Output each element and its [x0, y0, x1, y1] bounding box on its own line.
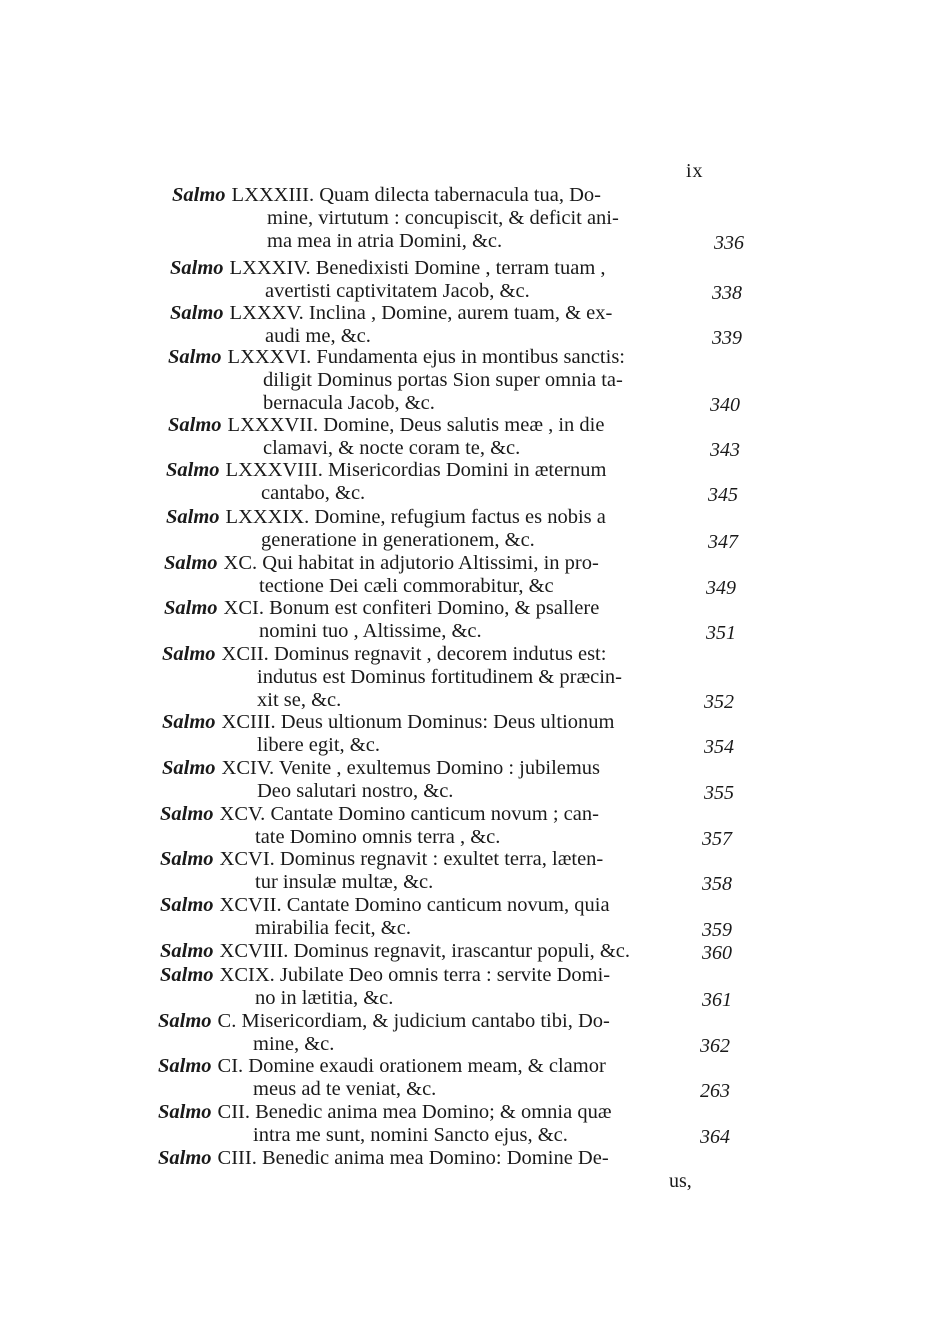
psalm-numeral: CII. [217, 1101, 250, 1123]
entry-line: tur insulæ multæ, &c. [255, 870, 434, 893]
toc-entry [168, 414, 740, 461]
psalm-numeral: XCI. [223, 597, 264, 619]
page-reference: 362 [700, 1034, 730, 1057]
entry-line: cantabo, &c. [261, 481, 366, 504]
entry-line: indutus est Dominus fortitudinem & præcin- [257, 665, 622, 688]
entry-line [160, 894, 680, 917]
toc-entry [172, 184, 744, 254]
entry-line [170, 302, 690, 325]
entry-line: intra me sunt, nomini Sancto ejus, &c. [253, 1123, 568, 1146]
entry-line [158, 1101, 678, 1124]
entry-line [162, 711, 682, 734]
entry-line [158, 1147, 678, 1170]
entry-text: Venite , exultemus Domino : jubilemus [278, 757, 601, 779]
psalm-label: Salmo [160, 894, 214, 916]
psalm-numeral: LXXXVI. [227, 346, 312, 368]
entry-text: Cantate Domino canticum novum ; can- [270, 803, 599, 825]
toc-entry [166, 459, 738, 506]
toc-entry [164, 552, 736, 599]
entry-line [166, 459, 686, 482]
entry-line [168, 414, 688, 437]
psalm-numeral: XCV. [219, 803, 266, 825]
page-reference: 347 [708, 530, 738, 553]
page-reference: 357 [702, 827, 732, 850]
entry-line: xit se, &c. [257, 688, 342, 711]
entry-line [158, 1055, 678, 1078]
page-reference: 349 [706, 576, 736, 599]
entry-line: bernacula Jacob, &c. [263, 391, 435, 414]
entry-line [164, 597, 684, 620]
psalm-numeral: XCIX. [219, 964, 275, 986]
psalm-label: Salmo [166, 506, 220, 528]
page-reference: 360 [702, 942, 732, 964]
psalm-numeral: XCII. [221, 643, 269, 665]
psalm-numeral: LXXXIX. [225, 506, 310, 528]
entry-line: mine, &c. [253, 1032, 335, 1055]
psalm-numeral: LXXXVIII. [225, 459, 323, 481]
toc-entry [158, 1147, 678, 1170]
toc-entry [160, 964, 732, 1011]
page-reference: 355 [704, 781, 734, 804]
page-reference: 358 [702, 872, 732, 895]
psalm-label: Salmo [170, 302, 224, 324]
psalm-label: Salmo [158, 1010, 212, 1032]
page-reference: 364 [700, 1125, 730, 1148]
entry-text: Qui habitat in adjutorio Altissimi, in pro- [262, 552, 599, 574]
entry-line: tectione Dei cæli commorabitur, &c [259, 574, 554, 597]
entry-text: Domine, Deus salutis meæ , in die [323, 414, 605, 436]
entry-line: meus ad te veniat, &c. [253, 1077, 437, 1100]
toc-entry [160, 848, 732, 895]
psalm-numeral: CIII. [217, 1147, 257, 1169]
entry-text: Fundamenta ejus in montibus sanctis: [316, 346, 625, 368]
entry-line [164, 552, 684, 575]
entry-line [160, 964, 680, 987]
psalm-label: Salmo [158, 1101, 212, 1123]
entry-line [162, 757, 682, 780]
psalm-numeral: LXXXV. [229, 302, 304, 324]
psalm-numeral: LXXXVII. [227, 414, 319, 436]
psalm-label: Salmo [170, 257, 224, 279]
entry-line: libere egit, &c. [257, 733, 380, 756]
psalm-numeral: LXXXIV. [229, 257, 311, 279]
entry-text: Benedixisti Domine , terram tuam , [315, 257, 606, 279]
page-reference: 340 [710, 393, 740, 416]
page-reference: 351 [706, 621, 736, 644]
entry-text: Cantate Domino canticum novum, quia [286, 894, 610, 916]
toc-entry [166, 506, 738, 553]
entry-line: clamavi, & nocte coram te, &c. [263, 436, 521, 459]
entry-line [170, 257, 690, 280]
page-reference: 354 [704, 735, 734, 758]
psalm-label: Salmo [164, 552, 218, 574]
page-reference: 336 [714, 231, 744, 254]
entry-line [160, 803, 680, 826]
toc-entry [164, 597, 736, 644]
psalm-label: Salmo [160, 964, 214, 986]
entry-text: Domine exaudi orationem meam, & clamor [248, 1055, 606, 1077]
page-reference: 339 [712, 326, 742, 349]
toc-entry [168, 346, 740, 416]
page-number: ix [686, 160, 704, 182]
psalm-label: Salmo [162, 711, 216, 733]
psalm-label: Salmo [164, 597, 218, 619]
entry-line: nomini tuo , Altissime, &c. [259, 619, 482, 642]
psalm-numeral: XCVII. [219, 894, 282, 916]
psalm-label: Salmo [160, 803, 214, 825]
entry-line: avertisti captivitatem Jacob, &c. [265, 279, 530, 302]
psalm-numeral: XCIV. [221, 757, 275, 779]
entry-text: Quam dilecta tabernacula tua, Do- [319, 184, 601, 206]
psalm-label: Salmo [166, 459, 220, 481]
psalm-label: Salmo [168, 414, 222, 436]
psalm-label: Salmo [168, 346, 222, 368]
toc-entry [162, 643, 734, 713]
page-reference: 361 [702, 988, 732, 1011]
entry-text: Misericordias Domini in æternum [328, 459, 607, 481]
page-reference: 343 [710, 438, 740, 461]
psalm-label: Salmo [160, 848, 214, 870]
psalm-label: Salmo [158, 1147, 212, 1169]
entry-text: Benedic anima mea Domino: Domine De- [261, 1147, 609, 1169]
entry-line: generatione in generationem, &c. [261, 528, 535, 551]
page-reference: 359 [702, 918, 732, 941]
entry-line: no in lætitia, &c. [255, 986, 394, 1009]
entry-line [172, 184, 692, 207]
page-reference: 352 [704, 690, 734, 713]
entry-text: Bonum est confiteri Domino, & psallere [269, 597, 600, 619]
entry-line: Deo salutari nostro, &c. [257, 779, 454, 802]
toc-entry [160, 803, 732, 850]
psalm-numeral: XCVI. [219, 848, 275, 870]
entry-line: mine, virtutum : concupiscit, & deficit ani- [267, 206, 619, 229]
entry-line [162, 643, 682, 666]
toc-entry [162, 757, 734, 804]
entry-line: tate Domino omnis terra , &c. [255, 825, 501, 848]
entry-text: Domine, refugium factus es nobis a [314, 506, 606, 528]
psalm-numeral: LXXXIII. [231, 184, 315, 206]
psalm-label: Salmo [162, 757, 216, 779]
psalm-label: Salmo [162, 643, 216, 665]
entry-text: Deus ultionum Dominus: Deus ultionum [280, 711, 615, 733]
toc-entry [158, 1055, 730, 1102]
entry-line [166, 506, 686, 529]
toc-entry [170, 302, 742, 349]
page-reference: 338 [712, 281, 742, 304]
toc-entry [160, 940, 732, 964]
entry-text: Benedic anima mea Domino; & omnia quæ [255, 1101, 612, 1123]
toc-entry [162, 711, 734, 758]
entry-line: mirabilia fecit, &c. [255, 916, 411, 939]
page-reference: 345 [708, 483, 738, 506]
page-reference: 263 [700, 1079, 730, 1102]
entry-text: Jubilate Deo omnis terra : servite Domi- [279, 964, 611, 986]
psalm-numeral: XC. [223, 552, 258, 574]
entry-line: ma mea in atria Domini, &c. [267, 229, 503, 252]
catchword: us, [669, 1170, 692, 1192]
entry-text: Dominus regnavit : exultet terra, læten- [279, 848, 604, 870]
toc-entry [160, 894, 732, 941]
entry-text: Misericordiam, & judicium cantabo tibi, Do- [241, 1010, 610, 1032]
psalm-numeral: XCIII. [221, 711, 276, 733]
entry-text: Inclina , Domine, aurem tuam, & ex- [308, 302, 613, 324]
entry-text: Dominus regnavit, irascantur populi, &c. [293, 940, 631, 962]
psalm-label: Salmo [172, 184, 226, 206]
toc-entry [158, 1010, 730, 1057]
psalm-label: Salmo [160, 940, 214, 962]
toc-entry [170, 257, 742, 304]
entry-text: Dominus regnavit , decorem indutus est: [273, 643, 607, 665]
entry-line: diligit Dominus portas Sion super omnia ta- [263, 368, 623, 391]
entry-line [168, 346, 688, 369]
entry-line [160, 940, 680, 963]
psalm-label: Salmo [158, 1055, 212, 1077]
entry-line: audi me, &c. [265, 324, 371, 347]
entry-line [158, 1010, 678, 1033]
entry-line [160, 848, 680, 871]
psalm-numeral: XCVIII. [219, 940, 289, 962]
psalm-numeral: CI. [217, 1055, 244, 1077]
toc-entry [158, 1101, 730, 1148]
psalm-numeral: C. [217, 1010, 237, 1032]
